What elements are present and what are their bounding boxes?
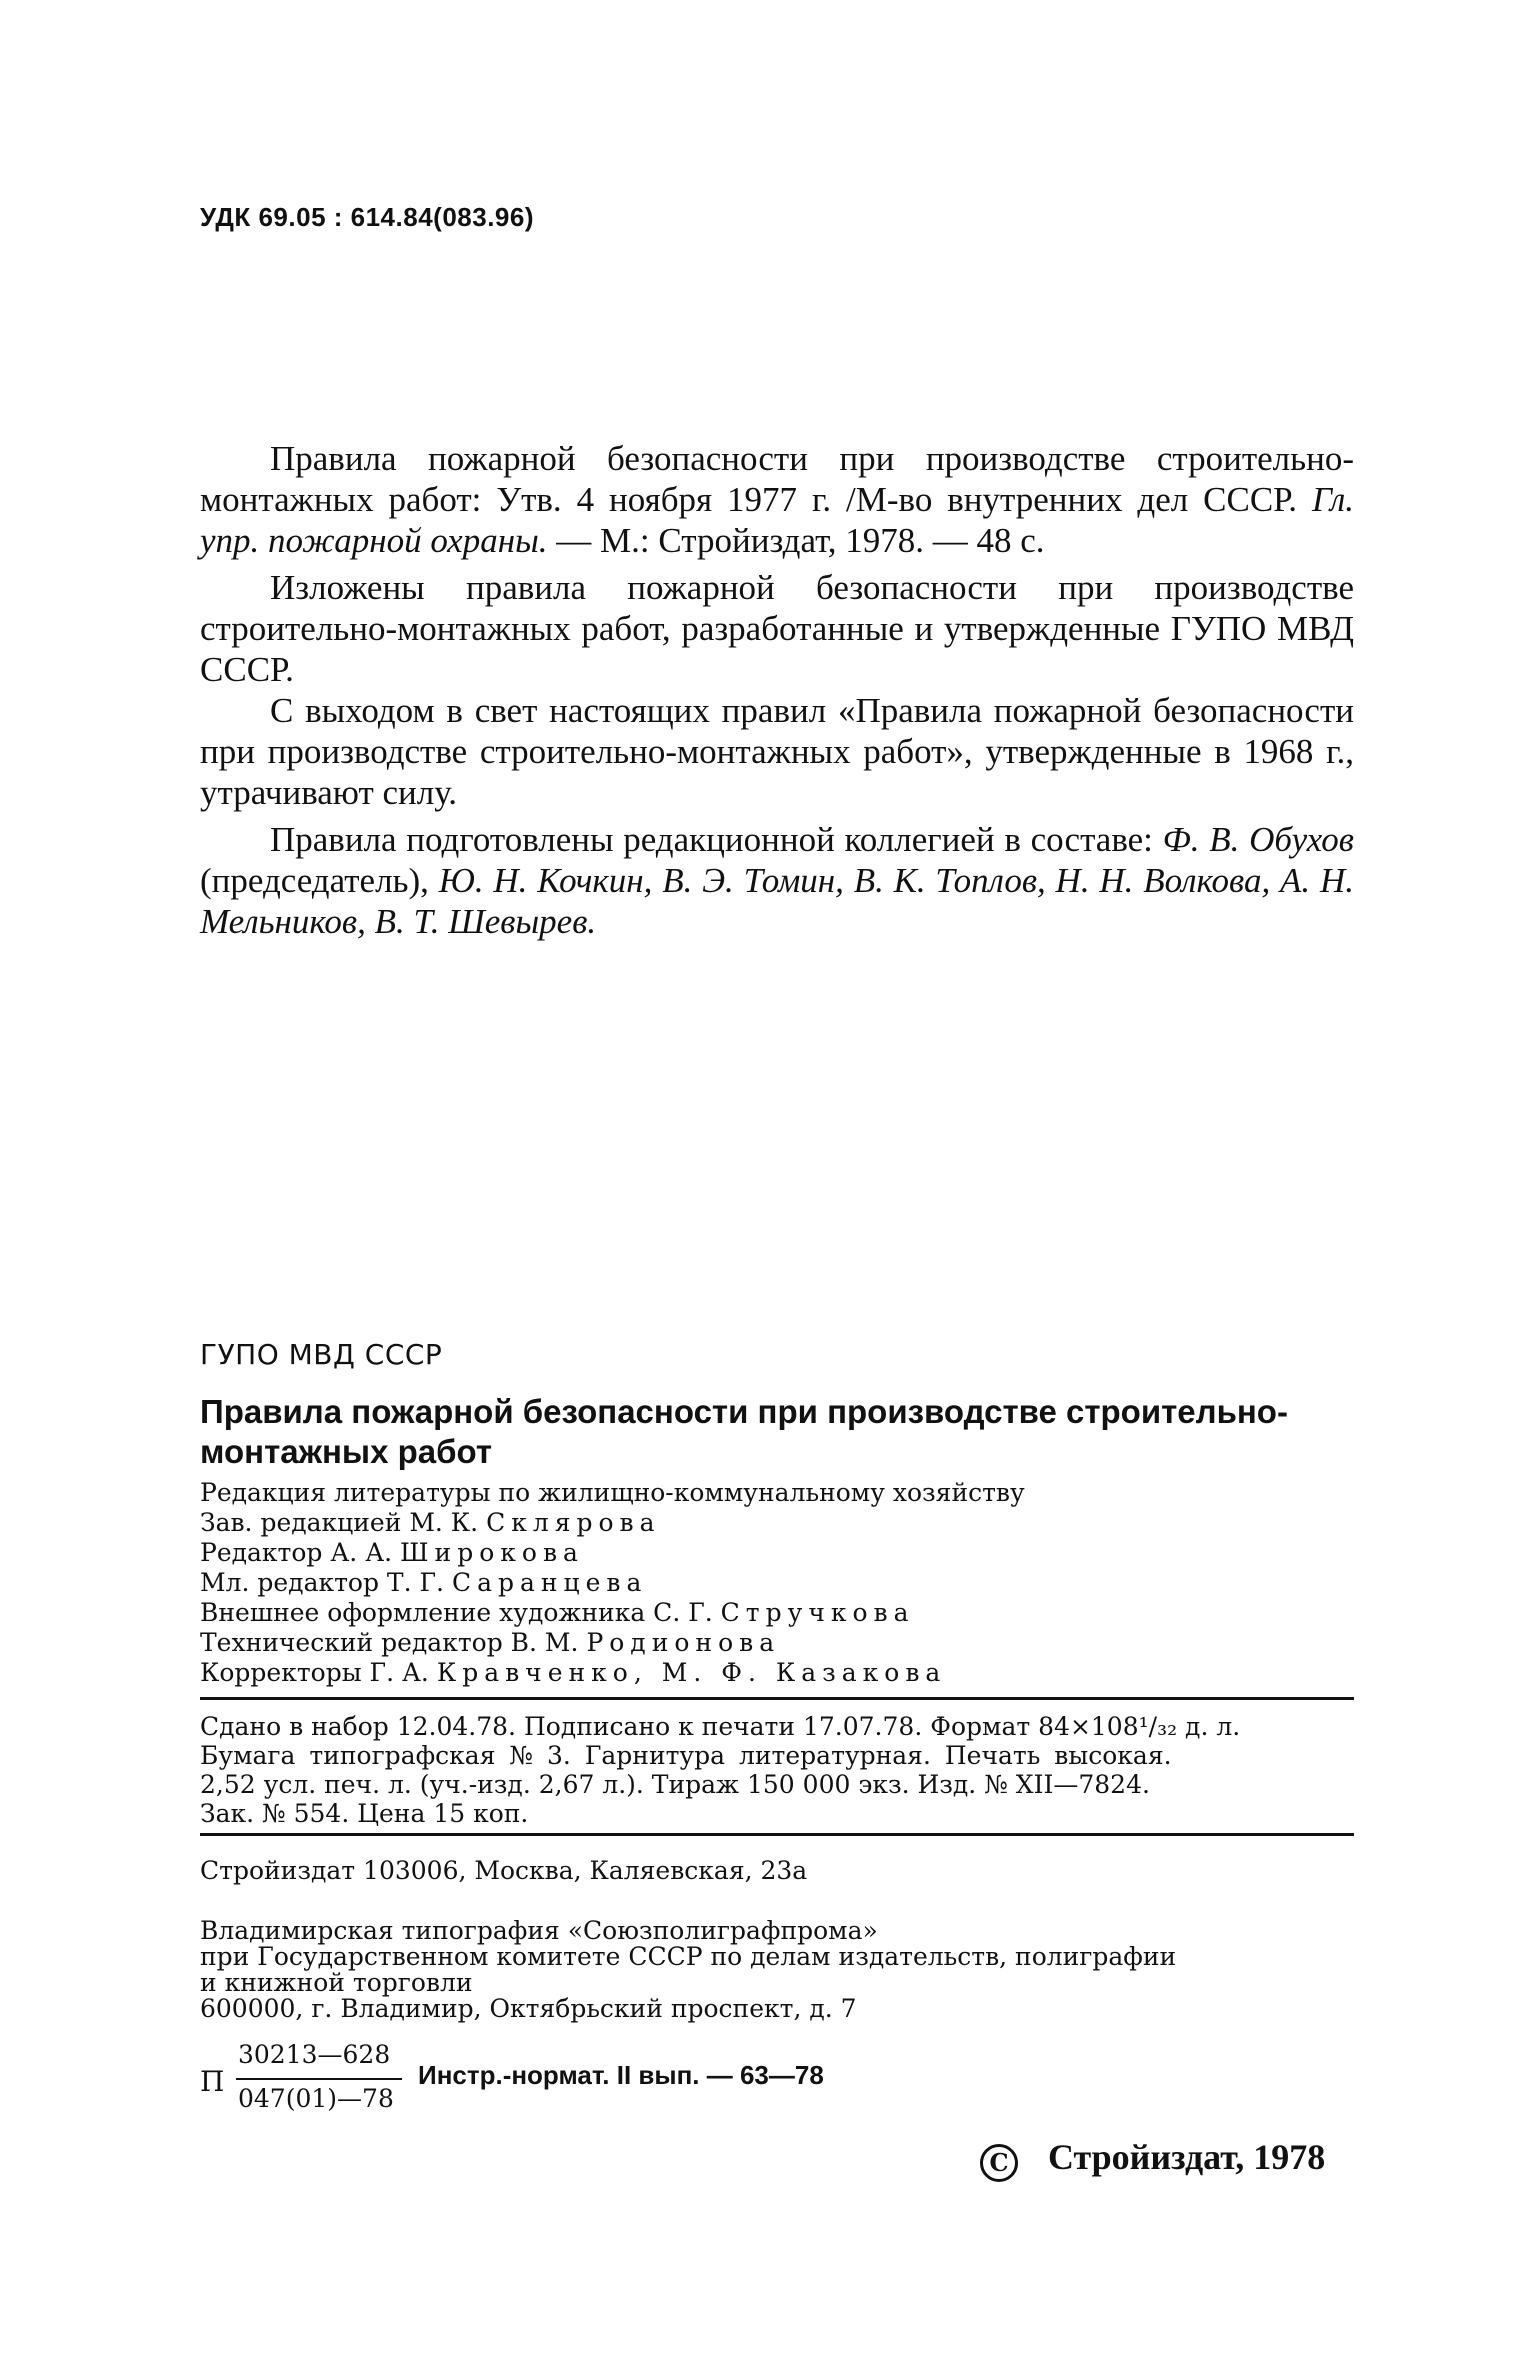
credit-label: Зав. редакцией М. К. <box>200 1508 487 1537</box>
credit-label: Технический редактор В. М. <box>200 1628 587 1657</box>
credit-line <box>200 1538 1354 1568</box>
annotation-block <box>200 438 1354 942</box>
org-name: ГУПО МВД СССР <box>200 1338 443 1371</box>
annotation-summary: Изложены правила пожарной безопасности при производстве строительно-монтажных работ, разработанные и утвержденные ГУПО МВД СССР. <box>200 568 1354 689</box>
editors-members: Ю. Н. Кочкин, В. Э. Томин, В. К. Топлов, Н. Н. Волкова, А. Н. Мельников, В. Т. Шевырев. <box>200 861 1354 941</box>
udk-code: УДК 69.05 : 614.84(083.96) <box>200 202 535 232</box>
citation-end: — М.: Стройиздат, 1978. — 48 с. <box>547 521 1045 560</box>
print-line: 2,52 усл. печ. л. (уч.-изд. 2,67 л.). Тираж 150 000 экз. Изд. № XII—7824. <box>200 1770 1150 1799</box>
credit-label: Внешнее оформление художника С. Г. <box>200 1598 721 1627</box>
credit-line <box>200 1628 1354 1658</box>
credit-line <box>200 1658 1354 1688</box>
credits-block <box>200 1478 1354 1688</box>
copyright <box>980 2136 1325 2182</box>
annotation-citation <box>200 438 1354 561</box>
print-line: Сдано в набор 12.04.78. Подписано к печати 17.07.78. Формат 84×108¹/₃₂ д. л. <box>200 1712 1241 1741</box>
code-letter: П <box>200 2065 225 2098</box>
credit-label: Редактор А. А. <box>200 1538 401 1567</box>
credit-label: Корректоры Г. А. <box>200 1658 437 1687</box>
typography-address <box>200 1918 1354 2022</box>
code-instruction: Инстр.-нормат. II вып. — 63—78 <box>418 2060 824 2090</box>
credit-name: Стручкова <box>720 1598 915 1627</box>
citation-text: Правила пожарной безопасности при производстве строительно-монтажных работ: Утв. 4 ноября 1977 г. /М-во внутренних дел СССР. <box>200 439 1354 519</box>
credit-line <box>200 1478 1354 1508</box>
credit-name: Родионова <box>586 1628 781 1657</box>
copyright-text: Стройиздат, 1978 <box>1048 2137 1326 2177</box>
fraction-line <box>236 2078 402 2080</box>
credit-name: Саранцева <box>451 1568 648 1597</box>
divider <box>200 1697 1354 1700</box>
credit-label: Редакция литературы по жилищно-коммунальному хозяйству <box>200 1478 1025 1507</box>
editors-intro: Правила подготовлены редакционной коллегией в составе: <box>270 820 1163 859</box>
editors-role: (председатель), <box>200 861 439 900</box>
credit-label: Мл. редактор Т. Г. <box>200 1568 452 1597</box>
publisher-address: Стройиздат 103006, Москва, Каляевская, 23а <box>200 1856 808 1885</box>
code-denominator: 047(01)—78 <box>238 2084 394 2113</box>
typography-line: Владимирская типография «Союзполиграфпрома» <box>200 1916 878 1945</box>
credit-line <box>200 1598 1354 1628</box>
citation-italic: Гл. упр. пожарной охраны. <box>200 480 1354 560</box>
credit-name: Склярова <box>486 1508 661 1537</box>
typography-line: 600000, г. Владимир, Октябрьский проспект, д. 7 <box>200 1994 857 2023</box>
credit-name: Широкова <box>400 1538 584 1567</box>
code-numerator: 30213—628 <box>238 2040 391 2069</box>
credit-name: Кравченко, М. Ф. Казакова <box>436 1658 947 1687</box>
print-line: Зак. № 554. Цена 15 коп. <box>200 1799 529 1828</box>
typography-line: и книжной торговли <box>200 1968 473 1997</box>
print-line: Бумага типографская № 3. Гарнитура литературная. Печать высокая. <box>200 1741 1172 1770</box>
print-details <box>200 1712 1354 1828</box>
annotation-editors <box>200 819 1354 942</box>
credit-line <box>200 1568 1354 1598</box>
book-title: Правила пожарной безопасности при производстве строительно-монтажных работ <box>200 1393 1288 1470</box>
credit-line <box>200 1508 1354 1538</box>
copyright-icon: C <box>980 2144 1018 2182</box>
editors-chair: Ф. В. Обухов <box>1162 820 1355 859</box>
divider <box>200 1833 1354 1836</box>
annotation-supersedes: С выходом в свет настоящих правил «Правила пожарной безопасности при производстве строительно-монтажных работ», утвержденные в 1968 г., утрачивают силу. <box>200 691 1354 812</box>
typography-line: при Государственном комитете СССР по делам издательств, полиграфии <box>200 1942 1177 1971</box>
